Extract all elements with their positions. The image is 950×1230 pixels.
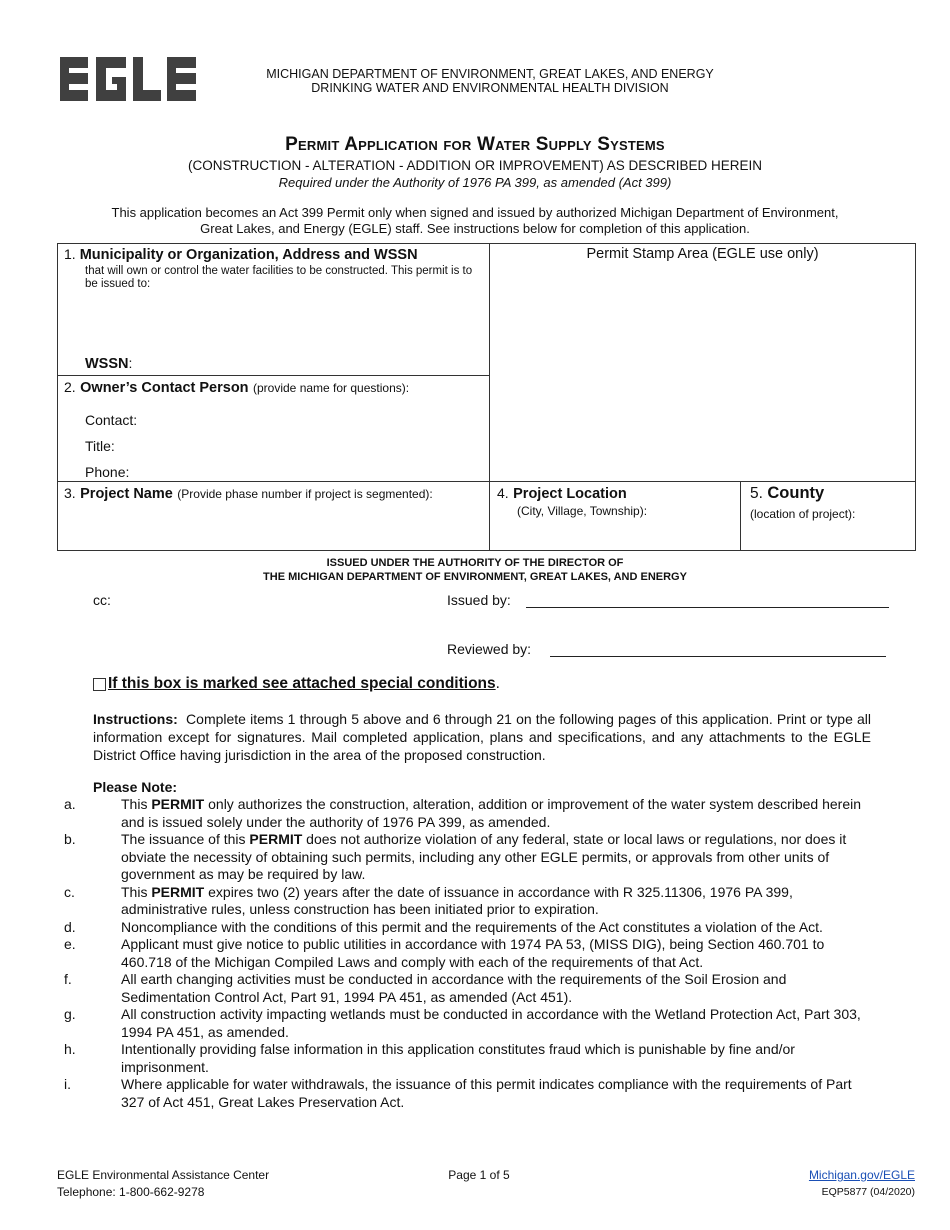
footer-page-number: Page 1 of 5 [448,1168,510,1182]
note-text-before: Applicant must give notice to public utilities in accordance with 1974 PA 53, (MISS DIG), being Section 460.701 to 460.718 of the Michigan Compiled Laws and comply with each of the requirements of that Act. [121,936,825,970]
phone-label: Phone: [85,464,130,480]
reviewed-by-signature-line[interactable] [550,656,886,657]
special-conditions [93,675,500,693]
item2-box[interactable] [64,379,484,479]
page-title: Permit Application for Water Supply Systems [285,134,665,155]
special-conditions-label: If this box is marked see attached special conditions [108,675,496,692]
note-text-before: This [121,883,152,900]
special-conditions-checkbox[interactable] [93,678,106,691]
note-text-bold: PERMIT [249,831,303,847]
agency-name [225,67,755,95]
grid-line-bottom [57,550,916,551]
note-letter: e. [64,936,76,952]
item4-note: (City, Village, Township): [517,504,648,518]
note-text [121,1041,876,1076]
note-text [121,796,876,831]
grid-line-mid-vertical [489,243,490,551]
note-text-before: Where applicable for water withdrawals, the issuance of this permit indicates compliance with the requirements of Part 327 of Act 451, Great Lakes Preservation Act. [121,1076,852,1110]
item4-heading: Project Location [513,486,627,502]
note-item [64,796,876,831]
item3-heading: Project Name [80,486,173,502]
wssn-colon: : [128,355,133,371]
item5-number: 5. [750,485,763,502]
note-text [121,831,876,884]
note-item [64,884,876,919]
grid-line-left [57,243,58,551]
note-text [121,971,876,1006]
note-text-bold: PERMIT [151,796,205,812]
contact-label: Contact: [85,412,138,428]
issuance-line-2: THE MICHIGAN DEPARTMENT OF ENVIRONMENT, GREAT LAKES, AND ENERGY [263,571,687,583]
title-label: Title: [85,438,115,454]
note-text-before: Noncompliance with the conditions of this permit and the requirements of the Act constitutes a violation of the Act. [121,918,823,935]
item4-number: 4. [497,485,509,501]
note-text [121,936,876,971]
note-letter: a. [64,796,76,812]
note-item [64,936,876,971]
item3-box[interactable] [64,485,484,547]
footer-telephone: Telephone: 1-800-662-9278 [57,1185,205,1199]
note-text-before: The issuance of this [121,831,250,847]
item5-box[interactable] [750,484,910,546]
note-text [121,1006,876,1041]
note-letter: i. [64,1076,71,1092]
note-letter: f. [64,971,72,987]
note-item [64,919,876,937]
note-letter: h. [64,1041,76,1057]
grid-line-county-divider [740,481,741,551]
page-subtitle: (CONSTRUCTION - ALTERATION - ADDITION OR IMPROVEMENT) AS DESCRIBED HEREIN [187,158,763,173]
item2-note: (provide name for questions): [253,381,410,395]
item1-description: that will own or control the water facilities to be constructed. This permit is to be issued to: [85,265,473,290]
intro-paragraph: This application becomes an Act 399 Permit only when signed and issued by authorized Michigan Department of Environment, Great Lakes, and Energy (EGLE) staff. See instructions below for completion of this application. [111,205,839,236]
item1-number: 1. [64,246,76,262]
note-text-before: All construction activity impacting wetlands must be conducted in accordance with the Wetland Protection Act, Part 303, 1994 PA 451, as amended. [121,1006,861,1040]
permit-stamp-area [490,246,915,262]
instructions-paragraph [93,710,871,764]
item5-heading: County [767,484,825,502]
footer-form-code: EQP5877 (04/2020) [821,1186,915,1198]
wssn-label: WSSN [85,356,129,372]
cc-label: cc: [93,592,111,608]
note-text [121,1076,876,1111]
grid-line-item1-divider [57,375,490,376]
item2-number: 2. [64,379,76,395]
note-text-before: All earth changing activities must be conducted in accordance with the requirements of the Soil Erosion and Sedimentation Control Act, Part 91, 1994 PA 451, as amended (Act 451). [121,971,787,1005]
note-text-after: only authorizes the construction, alteration, addition or improvement of the water system described herein and is issued solely under the authority of 1976 PA 399, as amended. [121,796,862,830]
reviewed-by-label: Reviewed by: [447,641,532,657]
egle-logo [60,57,196,101]
item4-box[interactable] [497,485,735,547]
item3-note: (Provide phase number if project is segmented): [177,487,433,501]
note-item [64,1076,876,1111]
issued-by-label: Issued by: [447,592,511,608]
note-letter: g. [64,1006,76,1022]
item1-heading: Municipality or Organization, Address and WSSN [79,247,418,263]
footer-egle-link[interactable]: Michigan.gov/EGLE [808,1168,915,1182]
item5-note: (location of project): [750,507,856,521]
please-note-heading: Please Note: [93,779,178,795]
note-text-before: Intentionally providing false information in this application constitutes fraud which is punishable by fine and/or imprisonment. [121,1041,795,1075]
issuance-line-1: ISSUED UNDER THE AUTHORITY OF THE DIRECTOR OF [326,557,624,569]
note-text-before: This [121,796,152,812]
item3-number: 3. [64,485,76,501]
note-letter: d. [64,918,76,935]
item1-box[interactable] [64,246,484,374]
note-item [64,831,876,884]
note-text-after: expires two (2) years after the date of issuance in accordance with R 325.11306, 1976 PA 399, administrative rules, unless construction has been initiated prior to expiration. [121,883,793,917]
instructions-label: Instructions: [93,711,178,727]
special-conditions-period: . [495,675,500,692]
note-text [121,884,876,919]
item2-heading: Owner’s Contact Person [80,380,249,396]
notes-list [64,796,876,1111]
note-letter: b. [64,831,76,847]
issued-by-signature-line[interactable] [526,607,889,608]
permit-stamp-label: Permit Stamp Area (EGLE use only) [586,246,819,262]
authority-statement: Required under the Authority of 1976 PA 399, as amended (Act 399) [278,175,672,190]
note-letter: c. [64,883,75,900]
issuance-authority [0,556,950,584]
agency-line-1: MICHIGAN DEPARTMENT OF ENVIRONMENT, GREAT LAKES, AND ENERGY [266,67,714,81]
note-text-bold: PERMIT [151,883,205,900]
note-item [64,1006,876,1041]
note-text [121,919,876,937]
grid-line-row3-divider [57,481,916,482]
note-item [64,971,876,1006]
grid-line-right [915,243,916,551]
note-text-after: does not authorize violation of any federal, state or local laws or regulations, nor does it obviate the necessity of obtaining such permits, including any other EGLE permits, or approvals from other units of government as may be required by law. [121,831,847,882]
note-item [64,1041,876,1076]
footer-center-name: EGLE Environmental Assistance Center [57,1168,270,1182]
grid-line-top [57,243,916,244]
instructions-text: Complete items 1 through 5 above and 6 through 21 on the following pages of this application. Print or type all information except for signatures. Mail completed application, plans and specifications, and any attachments to the EGLE District Office having jurisdiction in the area of the proposed construction. [93,711,872,763]
agency-line-2: DRINKING WATER AND ENVIRONMENTAL HEALTH DIVISION [311,81,669,95]
